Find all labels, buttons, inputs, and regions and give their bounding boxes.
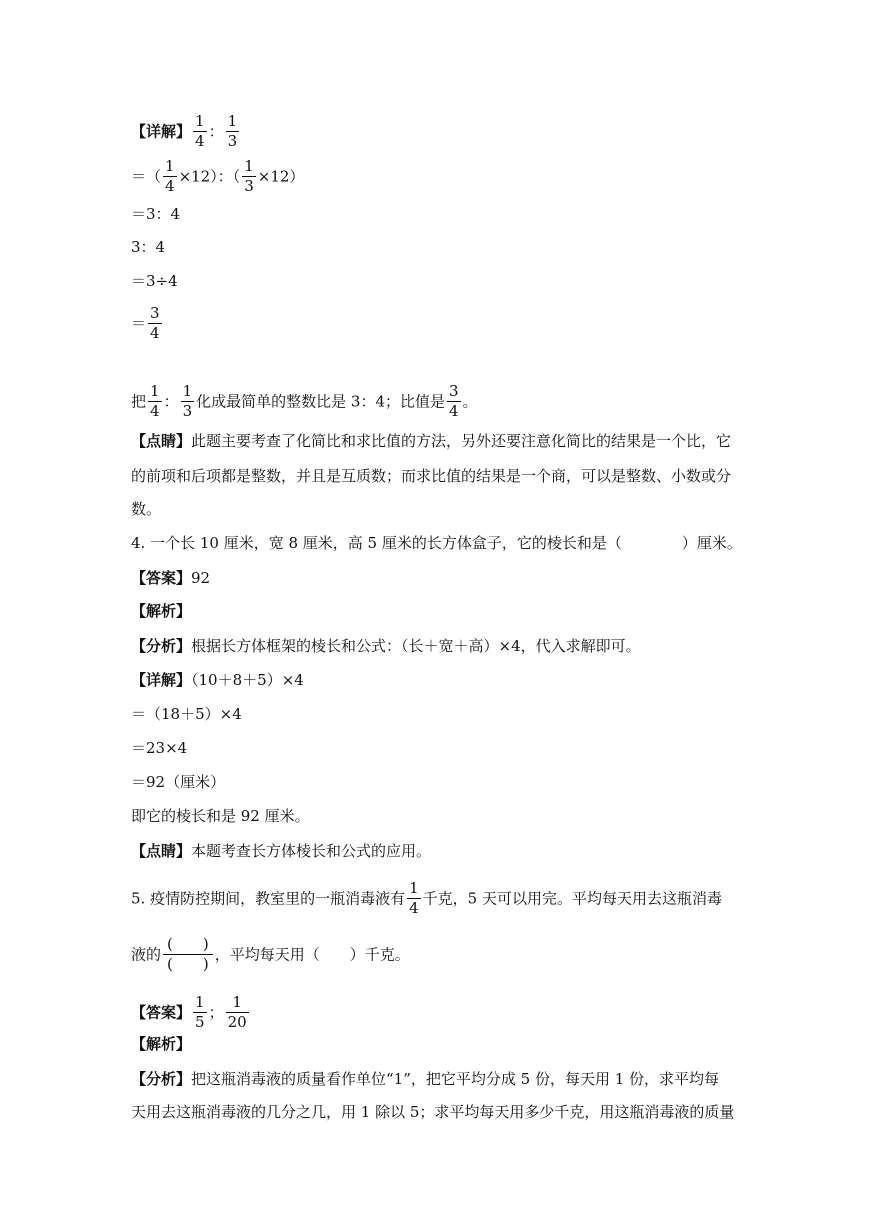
text-segment: 此题主要考查了化简比和求比值的方法，另外还要注意化简比的结果是一个比，它 (191, 432, 732, 450)
detail-line: 即它的棱长和是 92 厘米。 (131, 807, 310, 825)
numerator: 1 (182, 382, 193, 400)
denominator: 4 (409, 899, 419, 917)
fraction (148, 305, 162, 342)
separator: ； (208, 1003, 224, 1022)
text-segment: 。 (462, 392, 478, 411)
detail-line: ＝23×4 (131, 739, 188, 757)
analysis-label: 【解析】 (131, 1035, 192, 1053)
analysis-label: 【解析】 (131, 602, 192, 620)
fraction (193, 113, 207, 150)
detail-line-2 (131, 158, 304, 195)
conclusion-line (131, 383, 478, 420)
numerator: 1 (150, 382, 160, 400)
fenxi-label: 【分析】 (131, 637, 192, 655)
answer-label: 【答案】 (131, 1003, 192, 1022)
question-4-stem: 4. 一个长 10 厘米，宽 8 厘米，高 5 厘米的长方体盒子，它的棱长和是（ ）厘米。 (131, 534, 742, 552)
text-segment: 本题考查长方体棱长和公式的应用。 (191, 842, 432, 860)
numerator: 1 (195, 112, 205, 130)
numerator: 1 (195, 993, 205, 1011)
denominator: 4 (448, 402, 459, 420)
comment-label: 【点睛】 (131, 432, 192, 450)
detail-label: 【详解】 (131, 122, 192, 141)
colon: ： (163, 392, 179, 411)
fraction (226, 113, 240, 150)
fraction (407, 880, 421, 917)
detail-line-5: ＝3÷4 (131, 272, 178, 290)
numerator: 1 (227, 112, 238, 130)
denominator: 4 (165, 177, 175, 195)
denominator: 4 (150, 402, 160, 420)
detail-line: ＝（18＋5）×4 (131, 705, 242, 723)
fraction (242, 158, 256, 195)
detail-label: 【详解】 (131, 671, 192, 689)
fraction (193, 994, 207, 1031)
comment-line-2: 的前项和后项都是整数，并且是互质数；而求比值的结果是一个商，可以是整数、小数或分 (131, 467, 732, 485)
answer-value: 92 (191, 569, 211, 587)
comment-line (131, 840, 431, 861)
numerator: 1 (409, 879, 419, 897)
comment-line-3: 数。 (131, 500, 162, 518)
fenxi-label: 【分析】 (131, 1070, 192, 1088)
text-segment: 根据长方体框架的棱长和公式：（长＋宽＋高）×4，代入求解即可。 (191, 637, 641, 655)
text-segment: 千克，5 天可以用完。平均每天用去这瓶消毒 (422, 889, 722, 908)
denominator: 5 (195, 1013, 205, 1031)
text-segment: ＝（ (131, 167, 162, 186)
text-segment: 把 (131, 392, 147, 411)
fenxi-line (131, 635, 641, 656)
detail-line-6 (131, 305, 164, 342)
answer-line (131, 994, 251, 1031)
colon: ： (208, 122, 224, 141)
text-segment: ×12） (257, 167, 305, 186)
denominator: 4 (150, 324, 160, 342)
question-5-stem-line-2 (131, 936, 410, 973)
denominator: 4 (195, 132, 205, 150)
fenxi-line-2: 天用去这瓶消毒液的几分之几，用 1 除以 5；求平均每天用多少千克，用这瓶消毒液的质量 (131, 1103, 735, 1121)
numerator: 3 (150, 304, 160, 322)
blank-fraction (163, 936, 213, 973)
text-segment: ，平均每天用（ ）千克。 (214, 945, 410, 964)
fraction (447, 383, 461, 420)
denominator: 3 (182, 402, 193, 420)
numerator: 1 (244, 157, 254, 175)
numerator: ( ) (167, 935, 209, 953)
text-segment: 液的 (131, 945, 162, 964)
comment-label: 【点睛】 (131, 842, 192, 860)
numerator: 1 (232, 993, 242, 1011)
fraction (226, 994, 249, 1031)
numerator: 3 (448, 382, 459, 400)
detail-line-1 (131, 113, 241, 150)
question-5-stem-line-1 (131, 880, 722, 917)
denominator: 3 (227, 132, 238, 150)
detail-line (131, 669, 304, 690)
denominator: 20 (227, 1013, 247, 1031)
text-segment: ＝ (131, 314, 147, 333)
detail-line: ＝92（厘米） (131, 773, 226, 791)
denominator: 3 (244, 177, 254, 195)
answer-label: 【答案】 (131, 569, 192, 587)
text-segment: ×12）：（ (178, 167, 241, 186)
fenxi-line-1 (131, 1068, 719, 1089)
comment-line-1 (131, 430, 731, 451)
fraction (148, 383, 162, 420)
text-segment: 把这瓶消毒液的质量看作单位“1”，把它平均分成 5 份，每天用 1 份，求平均每 (191, 1070, 720, 1088)
text-segment: 5. 疫情防控期间，教室里的一瓶消毒液有 (131, 889, 406, 908)
numerator: 1 (165, 157, 175, 175)
detail-line-3: ＝3：4 (131, 205, 181, 223)
answer-line (131, 567, 210, 588)
text-segment: （10＋8＋5）×4 (191, 671, 304, 689)
denominator: ( ) (167, 955, 209, 973)
text-segment: 化成最简单的整数比是 3：4；比值是 (196, 392, 445, 411)
detail-line-4: 3：4 (131, 238, 166, 256)
fraction (163, 158, 177, 195)
fraction (181, 383, 195, 420)
